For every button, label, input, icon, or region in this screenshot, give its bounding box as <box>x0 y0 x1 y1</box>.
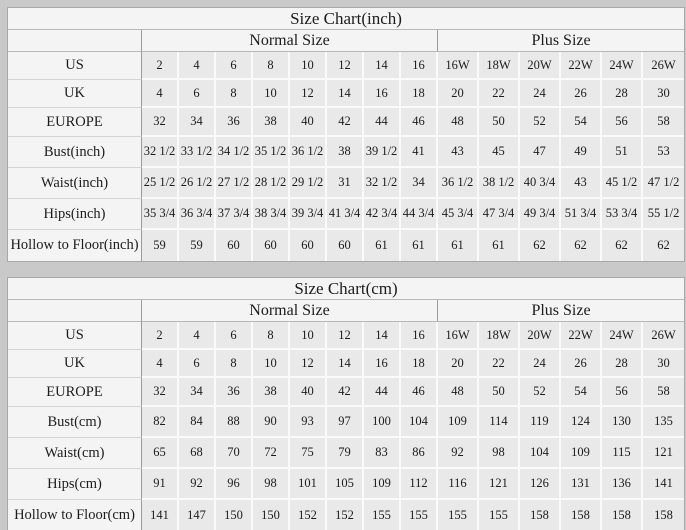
column-group-row <box>8 300 684 322</box>
size-cell: 91 <box>142 469 179 500</box>
size-cell: 24 <box>520 80 561 108</box>
size-cell: 70 <box>216 438 253 469</box>
size-cell: 49 <box>561 137 602 168</box>
size-cell: 6 <box>179 80 216 108</box>
size-cell: 4 <box>179 322 216 350</box>
size-cell: 90 <box>253 407 290 438</box>
size-cell: 42 <box>327 108 364 137</box>
size-cell: 32 1/2 <box>142 137 179 168</box>
size-cell: 158 <box>602 500 643 530</box>
row-label: Bust(cm) <box>8 407 142 438</box>
size-cell: 14 <box>364 52 401 80</box>
size-cell: 24W <box>602 322 643 350</box>
size-cell: 100 <box>364 407 401 438</box>
size-cell: 82 <box>142 407 179 438</box>
size-cell: 33 1/2 <box>179 137 216 168</box>
size-cell: 96 <box>216 469 253 500</box>
size-cell: 54 <box>561 378 602 407</box>
size-cell: 34 <box>179 108 216 137</box>
row-label: Hips(inch) <box>8 199 142 230</box>
size-cell: 35 3/4 <box>142 199 179 230</box>
size-cell: 27 1/2 <box>216 168 253 199</box>
size-cell: 14 <box>327 80 364 108</box>
size-cell: 60 <box>253 230 290 261</box>
size-cell: 8 <box>216 350 253 378</box>
size-cell: 18W <box>479 52 520 80</box>
column-group-row <box>8 30 684 52</box>
normal-size-header: Normal Size <box>142 30 438 52</box>
size-cell: 44 <box>364 378 401 407</box>
size-cell: 40 <box>290 378 327 407</box>
size-cell: 150 <box>253 500 290 530</box>
size-cell: 4 <box>142 350 179 378</box>
size-cell: 18 <box>401 80 438 108</box>
size-cell: 65 <box>142 438 179 469</box>
size-chart-cm-table <box>7 277 685 530</box>
size-cell: 155 <box>364 500 401 530</box>
table-row <box>8 378 684 407</box>
normal-size-header: Normal Size <box>142 300 438 322</box>
size-cell: 25 1/2 <box>142 168 179 199</box>
size-cell: 44 3/4 <box>401 199 438 230</box>
size-cell: 28 <box>602 350 643 378</box>
size-cell: 22W <box>561 52 602 80</box>
table-row <box>8 168 684 199</box>
plus-size-header: Plus Size <box>438 30 684 52</box>
size-cell: 31 <box>327 168 364 199</box>
size-cell: 26 <box>561 80 602 108</box>
size-cell: 55 1/2 <box>643 199 684 230</box>
size-cell: 47 1/2 <box>643 168 684 199</box>
size-cell: 48 <box>438 378 479 407</box>
table-row <box>8 407 684 438</box>
size-cell: 16W <box>438 52 479 80</box>
size-cell: 2 <box>142 322 179 350</box>
size-cell: 62 <box>520 230 561 261</box>
size-cell: 12 <box>290 80 327 108</box>
size-cell: 114 <box>479 407 520 438</box>
size-cell: 131 <box>561 469 602 500</box>
size-cell: 32 <box>142 378 179 407</box>
size-cell: 20W <box>520 322 561 350</box>
size-cell: 98 <box>479 438 520 469</box>
size-cell: 6 <box>216 322 253 350</box>
size-cell: 109 <box>364 469 401 500</box>
size-cell: 119 <box>520 407 561 438</box>
size-cell: 8 <box>216 80 253 108</box>
table-row <box>8 350 684 378</box>
size-cell: 37 3/4 <box>216 199 253 230</box>
size-cell: 38 <box>253 108 290 137</box>
size-cell: 24W <box>602 52 643 80</box>
size-cell: 61 <box>401 230 438 261</box>
size-cell: 49 3/4 <box>520 199 561 230</box>
table-row <box>8 199 684 230</box>
size-cell: 158 <box>643 500 684 530</box>
size-cell: 36 1/2 <box>290 137 327 168</box>
size-cell: 152 <box>327 500 364 530</box>
size-cell: 58 <box>643 378 684 407</box>
row-label: Hollow to Floor(inch) <box>8 230 142 261</box>
table-row <box>8 322 684 350</box>
size-cell: 38 1/2 <box>479 168 520 199</box>
size-cell: 97 <box>327 407 364 438</box>
table-row <box>8 230 684 261</box>
size-cell: 61 <box>438 230 479 261</box>
size-cell: 6 <box>216 52 253 80</box>
size-cell: 40 <box>290 108 327 137</box>
size-cell: 45 1/2 <box>602 168 643 199</box>
table-row <box>8 137 684 168</box>
table-row <box>8 469 684 500</box>
size-cell: 36 1/2 <box>438 168 479 199</box>
table-row <box>8 438 684 469</box>
size-cell: 59 <box>142 230 179 261</box>
size-cell: 150 <box>216 500 253 530</box>
corner-cell <box>8 30 142 52</box>
table-title: Size Chart(cm) <box>8 278 684 300</box>
size-cell: 121 <box>643 438 684 469</box>
table-title: Size Chart(inch) <box>8 8 684 30</box>
size-cell: 36 <box>216 378 253 407</box>
size-cell: 8 <box>253 322 290 350</box>
size-cell: 34 1/2 <box>216 137 253 168</box>
size-cell: 14 <box>327 350 364 378</box>
size-cell: 20 <box>438 350 479 378</box>
size-cell: 10 <box>253 80 290 108</box>
size-cell: 16 <box>364 80 401 108</box>
size-cell: 62 <box>561 230 602 261</box>
size-cell: 4 <box>142 80 179 108</box>
size-cell: 61 <box>364 230 401 261</box>
size-cell: 112 <box>401 469 438 500</box>
size-cell: 98 <box>253 469 290 500</box>
size-cell: 2 <box>142 52 179 80</box>
size-cell: 155 <box>438 500 479 530</box>
size-cell: 56 <box>602 378 643 407</box>
row-label: EUROPE <box>8 378 142 407</box>
size-cell: 158 <box>561 500 602 530</box>
size-cell: 16 <box>364 350 401 378</box>
size-cell: 50 <box>479 108 520 137</box>
size-cell: 83 <box>364 438 401 469</box>
size-cell: 47 3/4 <box>479 199 520 230</box>
size-cell: 8 <box>253 52 290 80</box>
table-row <box>8 80 684 108</box>
size-cell: 92 <box>438 438 479 469</box>
size-cell: 28 <box>602 80 643 108</box>
size-cell: 43 <box>438 137 479 168</box>
size-cell: 155 <box>401 500 438 530</box>
size-cell: 16W <box>438 322 479 350</box>
size-chart-inch-table <box>7 7 685 262</box>
size-cell: 12 <box>290 350 327 378</box>
size-cell: 51 3/4 <box>561 199 602 230</box>
size-cell: 30 <box>643 80 684 108</box>
size-cell: 26 1/2 <box>179 168 216 199</box>
table-row <box>8 500 684 530</box>
size-cell: 50 <box>479 378 520 407</box>
size-cell: 79 <box>327 438 364 469</box>
size-cell: 41 3/4 <box>327 199 364 230</box>
size-cell: 84 <box>179 407 216 438</box>
size-cell: 54 <box>561 108 602 137</box>
size-cell: 105 <box>327 469 364 500</box>
table-row <box>8 108 684 137</box>
size-cell: 53 3/4 <box>602 199 643 230</box>
size-cell: 124 <box>561 407 602 438</box>
size-cell: 45 <box>479 137 520 168</box>
size-cell: 28 1/2 <box>253 168 290 199</box>
size-cell: 38 3/4 <box>253 199 290 230</box>
size-cell: 12 <box>327 52 364 80</box>
size-cell: 104 <box>520 438 561 469</box>
size-cell: 24 <box>520 350 561 378</box>
size-cell: 45 3/4 <box>438 199 479 230</box>
size-cell: 30 <box>643 350 684 378</box>
row-label: UK <box>8 80 142 108</box>
table-title-row <box>8 278 684 300</box>
size-cell: 141 <box>643 469 684 500</box>
size-cell: 60 <box>216 230 253 261</box>
size-cell: 39 3/4 <box>290 199 327 230</box>
size-cell: 36 <box>216 108 253 137</box>
size-cell: 42 <box>327 378 364 407</box>
size-cell: 93 <box>290 407 327 438</box>
size-cell: 104 <box>401 407 438 438</box>
size-cell: 52 <box>520 108 561 137</box>
size-cell: 59 <box>179 230 216 261</box>
size-cell: 42 3/4 <box>364 199 401 230</box>
size-cell: 86 <box>401 438 438 469</box>
row-label: Waist(cm) <box>8 438 142 469</box>
size-cell: 52 <box>520 378 561 407</box>
size-cell: 109 <box>561 438 602 469</box>
size-cell: 62 <box>643 230 684 261</box>
size-cell: 68 <box>179 438 216 469</box>
size-cell: 18 <box>401 350 438 378</box>
size-cell: 34 <box>179 378 216 407</box>
size-cell: 39 1/2 <box>364 137 401 168</box>
row-label: Bust(inch) <box>8 137 142 168</box>
size-cell: 47 <box>520 137 561 168</box>
size-cell: 135 <box>643 407 684 438</box>
size-cell: 10 <box>290 52 327 80</box>
size-cell: 32 1/2 <box>364 168 401 199</box>
size-cell: 20W <box>520 52 561 80</box>
row-label: Waist(inch) <box>8 168 142 199</box>
size-cell: 44 <box>364 108 401 137</box>
row-label: Hollow to Floor(cm) <box>8 500 142 530</box>
size-cell: 26 <box>561 350 602 378</box>
size-cell: 48 <box>438 108 479 137</box>
size-cell: 58 <box>643 108 684 137</box>
row-label: UK <box>8 350 142 378</box>
size-cell: 22 <box>479 350 520 378</box>
size-cell: 126 <box>520 469 561 500</box>
size-cell: 109 <box>438 407 479 438</box>
size-cell: 41 <box>401 137 438 168</box>
size-cell: 36 3/4 <box>179 199 216 230</box>
size-cell: 6 <box>179 350 216 378</box>
table-title-row <box>8 8 684 30</box>
size-cell: 4 <box>179 52 216 80</box>
row-label: EUROPE <box>8 108 142 137</box>
size-cell: 155 <box>479 500 520 530</box>
size-cell: 40 3/4 <box>520 168 561 199</box>
size-cell: 115 <box>602 438 643 469</box>
size-cell: 22W <box>561 322 602 350</box>
size-cell: 38 <box>327 137 364 168</box>
size-cell: 130 <box>602 407 643 438</box>
row-label: US <box>8 322 142 350</box>
plus-size-header: Plus Size <box>438 300 684 322</box>
size-cell: 22 <box>479 80 520 108</box>
size-cell: 46 <box>401 108 438 137</box>
size-cell: 72 <box>253 438 290 469</box>
size-cell: 92 <box>179 469 216 500</box>
size-cell: 116 <box>438 469 479 500</box>
row-label: Hips(cm) <box>8 469 142 500</box>
row-label: US <box>8 52 142 80</box>
size-cell: 147 <box>179 500 216 530</box>
size-cell: 101 <box>290 469 327 500</box>
size-cell: 136 <box>602 469 643 500</box>
corner-cell <box>8 300 142 322</box>
size-cell: 16 <box>401 322 438 350</box>
size-cell: 35 1/2 <box>253 137 290 168</box>
size-cell: 34 <box>401 168 438 199</box>
size-cell: 46 <box>401 378 438 407</box>
size-cell: 38 <box>253 378 290 407</box>
size-cell: 75 <box>290 438 327 469</box>
size-cell: 18W <box>479 322 520 350</box>
size-cell: 26W <box>643 52 684 80</box>
table-row <box>8 52 684 80</box>
size-cell: 60 <box>290 230 327 261</box>
size-cell: 61 <box>479 230 520 261</box>
size-cell: 158 <box>520 500 561 530</box>
size-cell: 60 <box>327 230 364 261</box>
size-cell: 29 1/2 <box>290 168 327 199</box>
size-cell: 32 <box>142 108 179 137</box>
size-cell: 56 <box>602 108 643 137</box>
size-cell: 53 <box>643 137 684 168</box>
size-cell: 51 <box>602 137 643 168</box>
size-cell: 152 <box>290 500 327 530</box>
size-cell: 88 <box>216 407 253 438</box>
size-cell: 10 <box>253 350 290 378</box>
size-cell: 43 <box>561 168 602 199</box>
size-cell: 20 <box>438 80 479 108</box>
size-cell: 16 <box>401 52 438 80</box>
size-cell: 141 <box>142 500 179 530</box>
size-cell: 10 <box>290 322 327 350</box>
size-cell: 62 <box>602 230 643 261</box>
size-cell: 14 <box>364 322 401 350</box>
size-cell: 12 <box>327 322 364 350</box>
size-cell: 26W <box>643 322 684 350</box>
size-cell: 121 <box>479 469 520 500</box>
